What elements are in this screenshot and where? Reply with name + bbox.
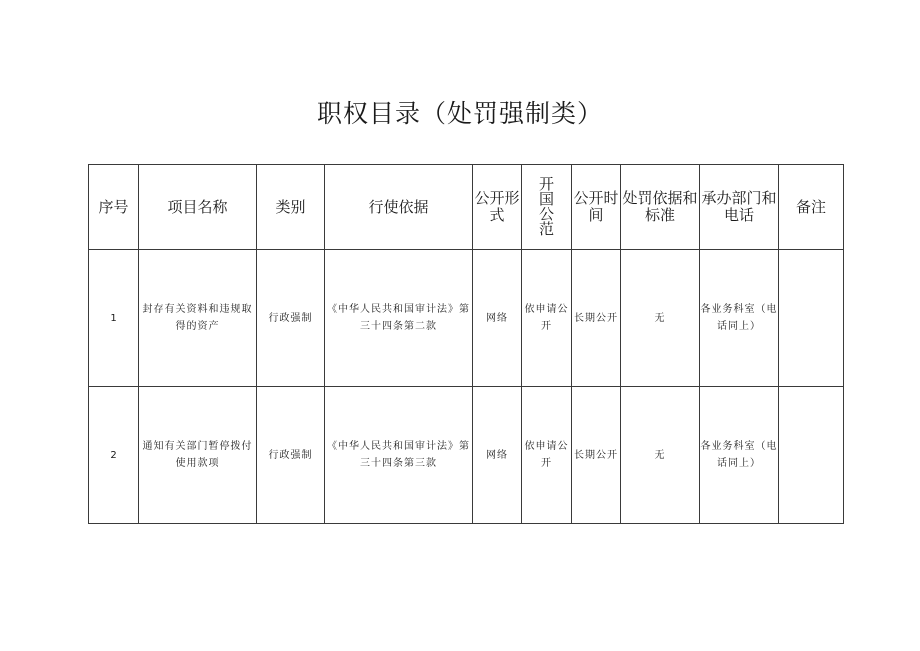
- header-category: 类别: [257, 165, 325, 250]
- header-disclosure-time: 公开时间: [572, 165, 621, 250]
- cell-remarks: [779, 387, 844, 524]
- page-title: 职权目录（处罚强制类）: [316, 99, 603, 128]
- header-item-name: 项目名称: [139, 165, 257, 250]
- table-row: [89, 250, 844, 387]
- cell-disclosure-form: 网络: [473, 250, 522, 387]
- cell-penalty-basis: 无: [621, 387, 700, 524]
- header-disclosure-form: 公开形式: [473, 165, 522, 250]
- cell-item-name: 通知有关部门暂停拨付使用款项: [139, 387, 257, 524]
- cell-basis: 《中华人民共和国审计法》第三十四条第二款: [325, 250, 473, 387]
- cell-seq: 1: [89, 250, 139, 387]
- header-department: 承办部门和电话: [700, 165, 779, 250]
- header-penalty-basis: 处罚依据和标准: [621, 165, 700, 250]
- cell-disclosure-scope: 依申请公开: [522, 387, 572, 524]
- cell-department: 各业务科室（电话同上）: [700, 387, 779, 524]
- header-remarks: 备注: [779, 165, 844, 250]
- header-basis: 行使依据: [325, 165, 473, 250]
- cell-disclosure-time: 长期公开: [572, 387, 621, 524]
- cell-basis: 《中华人民共和国审计法》第三十四条第三款: [325, 387, 473, 524]
- cell-category: 行政强制: [257, 387, 325, 524]
- cell-seq: 2: [89, 387, 139, 524]
- cell-disclosure-form: 网络: [473, 387, 522, 524]
- table-header-row: [89, 165, 844, 250]
- cell-penalty-basis: 无: [621, 250, 700, 387]
- cell-category: 行政强制: [257, 250, 325, 387]
- cell-remarks: [779, 250, 844, 387]
- cell-item-name: 封存有关资料和违规取得的资产: [139, 250, 257, 387]
- cell-department: 各业务科室（电话同上）: [700, 250, 779, 387]
- header-seq: 序号: [89, 165, 139, 250]
- authority-catalog-table: [88, 164, 844, 524]
- cell-disclosure-scope: 依申请公开: [522, 250, 572, 387]
- table-row: [89, 387, 844, 524]
- cell-disclosure-time: 长期公开: [572, 250, 621, 387]
- header-disclosure-scope: 开国公范: [522, 165, 572, 250]
